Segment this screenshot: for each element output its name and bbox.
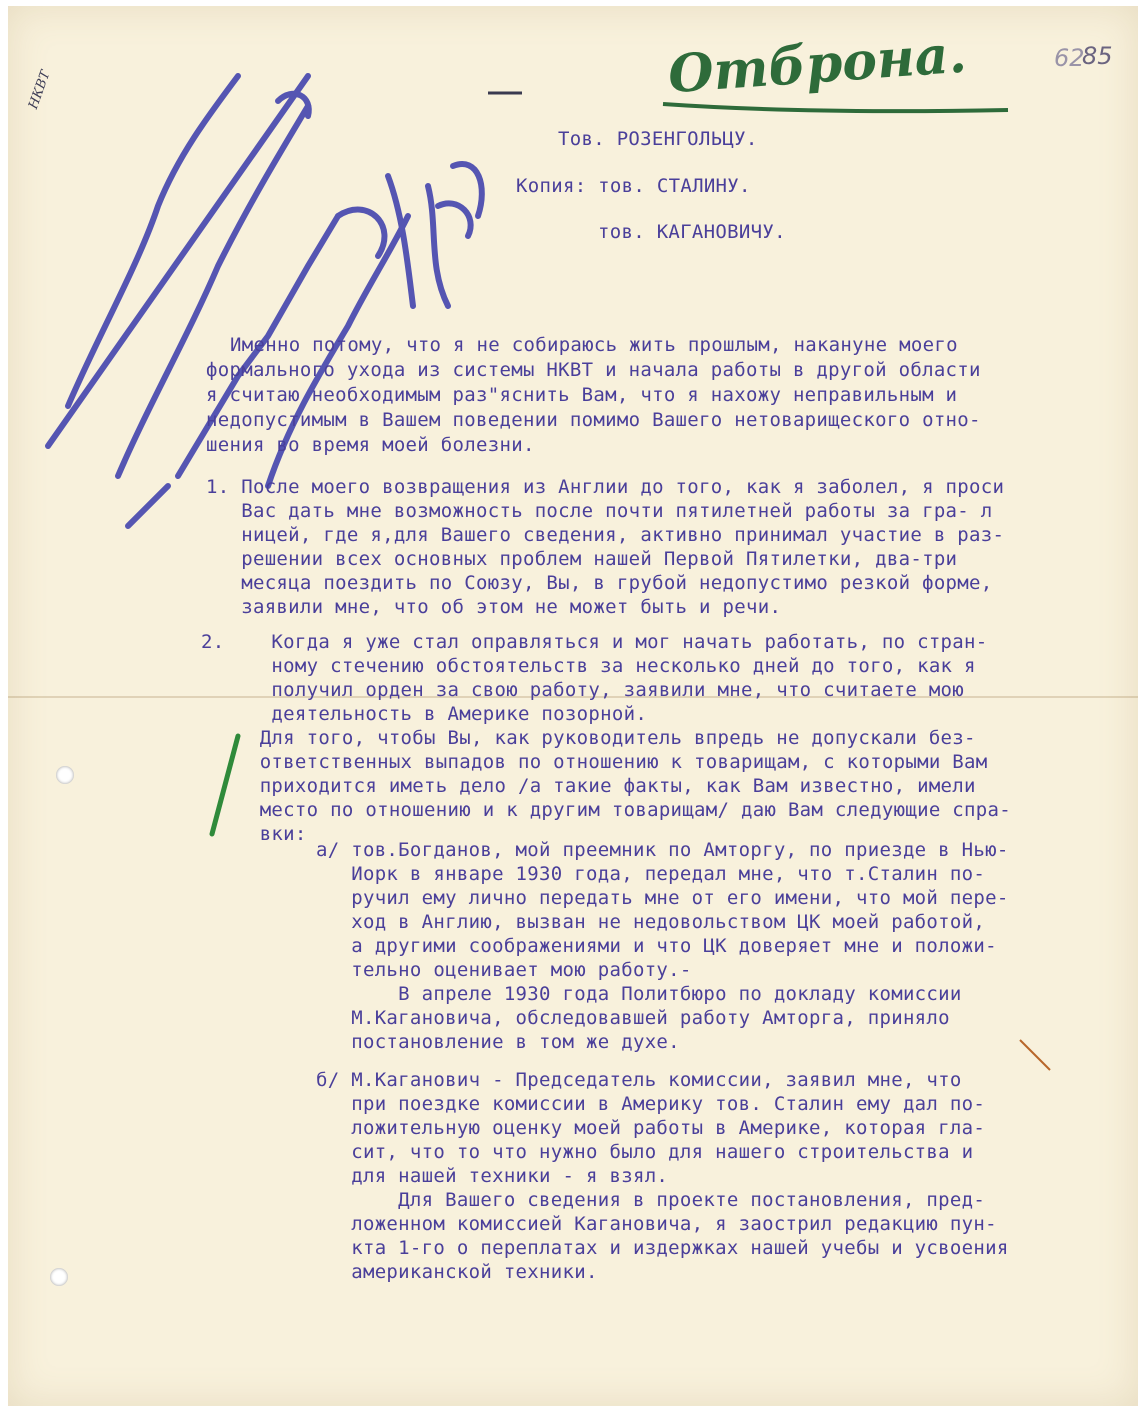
point-b-line: ложенном комиссией Кагановича, я заострил редакцию пун-	[316, 1213, 997, 1235]
point-a-line: ручил ему лично передать мне от его имени, что мой пере-	[316, 887, 1009, 909]
point1-line: ницей, где я,для Вашего сведения, активно принимал участие в раз-	[206, 524, 1005, 546]
point2-line: приходится иметь дело /а такие факты, как Вам известно, имели	[201, 775, 976, 797]
point2-line: вки:	[201, 823, 307, 845]
stamp-underline	[658, 84, 1018, 124]
point-b-line: американской техники.	[316, 1261, 598, 1283]
intro-line: шения во время моей болезни.	[206, 434, 535, 456]
pencil-tick	[1016, 1036, 1056, 1076]
point2-line: деятельность в Америке позорной.	[201, 703, 648, 725]
point2-line: место по отношению и к другим товарищам/ даю Вам следующие спра-	[201, 799, 1011, 821]
page-number: 85	[1082, 42, 1113, 70]
point2-line: 2. Когда я уже стал оправляться и мог начать работать, по стран-	[201, 631, 988, 653]
intro-line: Именно потому, что я не собираюсь жить прошлым, накануне моего	[230, 334, 958, 356]
point1-line: Вас дать мне возможность после почти пятилетней работы за гра- л	[206, 500, 993, 522]
point-b-line: при поездке комиссии в Америку тов. Сталин ему дал по-	[316, 1093, 986, 1115]
corner-note: НКВТ	[26, 68, 54, 112]
point-a-line: а/ тов.Богданов, мой преемник по Амторгу, по приезде в Нью-	[316, 839, 1009, 861]
intro-line: формального ухода из системы НКВТ и начала работы в другой области	[206, 359, 981, 381]
point1-line: месяца поездить по Союзу, Вы, в грубой недопустимо резкой форме,	[206, 572, 993, 594]
point-b-line: ложительную оценку моей работы в Америке, которая гла-	[316, 1117, 986, 1139]
point2-line: ответственных выпадов по отношению к товарищам, с которыми Вам	[201, 751, 988, 773]
addressee-main: Тов. РОЗЕНГОЛЬЦУ.	[558, 128, 758, 150]
addressee-copy-kaganovich: тов. КАГАНОВИЧУ.	[598, 221, 786, 243]
point-b-line: для нашей техники - я взял.	[316, 1165, 669, 1187]
stamp-handwritten: Отброна.	[666, 23, 969, 106]
point2-line: ному стечению обстоятельств за несколько дней до того, как я	[201, 655, 976, 677]
point1-line: 1. После моего возвращения из Англии до того, как я заболел, я проси	[206, 476, 1005, 498]
point2-line: получил орден за свою работу, заявили мне, что считаете мою	[201, 679, 965, 701]
dash-mark	[486, 88, 526, 98]
document-page	[8, 6, 1138, 1406]
punch-hole	[50, 1268, 68, 1286]
point-a-line: М.Кагановича, обследовавшей работу Амторга, приняло	[316, 1007, 950, 1029]
point1-line: заявили мне, что об этом не может быть и речи.	[206, 596, 782, 618]
point-a-line: тельно оценивает мою работу.-	[316, 959, 692, 981]
point-a-line: Иорк в январе 1930 года, передал мне, что т.Сталин по-	[316, 863, 986, 885]
intro-line: недопустимым в Вашем поведении помимо Вашего нетоварищеского отно-	[206, 409, 981, 431]
point-b-line: Для Вашего сведения в проекте постановления, пред-	[316, 1189, 986, 1211]
point-a-line: а другими соображениями и что ЦК доверяет мне и положи-	[316, 935, 997, 957]
point1-line: решении всех основных проблем нашей Первой Пятилетки, два-три	[206, 548, 958, 570]
page-number-faded: 62	[1054, 44, 1085, 72]
point-b-line: сит, что то что нужно было для нашего строительства и	[316, 1141, 974, 1163]
point-a-line: В апреле 1930 года Политбюро по докладу комиссии	[316, 983, 962, 1005]
point2-line: Для того, чтобы Вы, как руководитель впредь не допускали без-	[201, 727, 976, 749]
point-b-line: кта 1-го о переплатах и издержках нашей учебы и усвоения	[316, 1237, 1009, 1259]
point-a-line: ход в Англию, вызван не недовольством ЦК моей работой,	[316, 911, 986, 933]
point-a-line: постановление в том же духе.	[316, 1031, 680, 1053]
punch-hole	[56, 766, 74, 784]
point-b-line: б/ М.Каганович - Председатель комиссии, заявил мне, что	[316, 1069, 962, 1091]
addressee-copy-stalin: Копия: тов. СТАЛИНУ.	[516, 175, 751, 197]
intro-line: я считаю необходимым раз"яснить Вам, что я нахожу неправильным и	[206, 384, 958, 406]
